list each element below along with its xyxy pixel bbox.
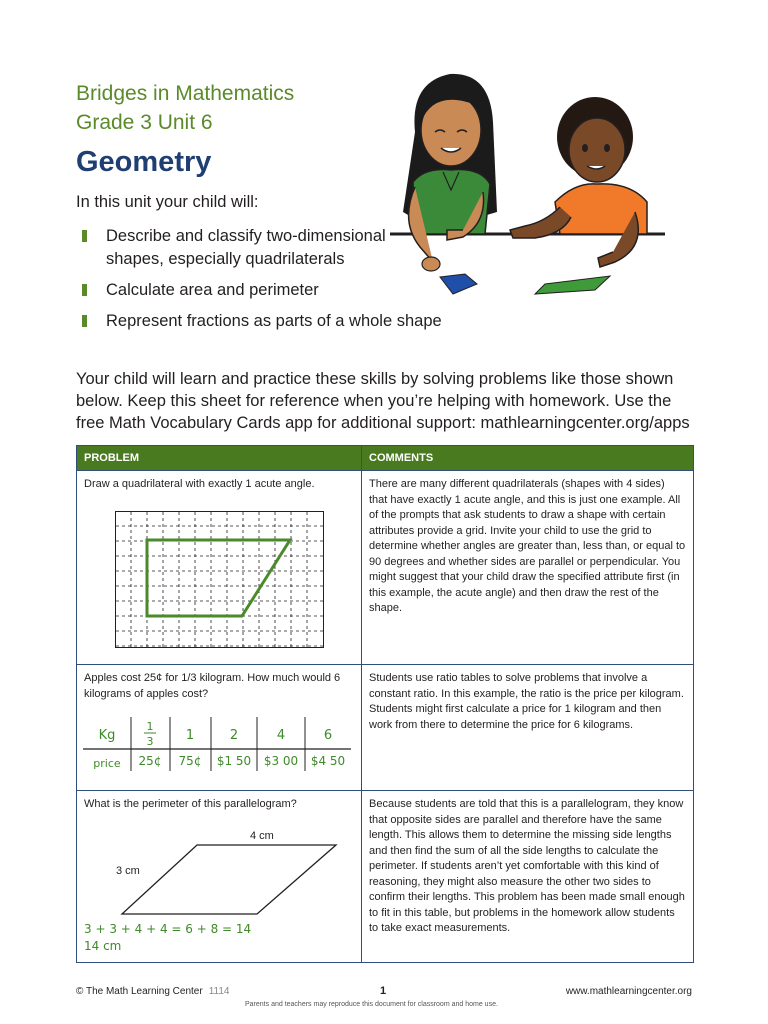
ratio-cell: Kg: [98, 728, 116, 743]
bullet-icon: [82, 315, 87, 327]
bullet-icon: [82, 230, 87, 242]
top-side-label: 4 cm: [250, 830, 274, 842]
comment-cell: Students use ratio tables to solve problems that involve a constant ratio. In this example, the ratio is the price per kilogram. Students might first calculate a price for 1 kilogram and then work from there to determine the price for 6 kilograms.: [362, 665, 694, 791]
quadrilateral-shape: [147, 540, 290, 616]
ratio-cell: 1: [185, 728, 195, 743]
doc-number: 1114: [208, 986, 230, 997]
comment-cell: There are many different quadrilaterals (shapes with 4 sides) that have exactly 1 acute angle, and this is just one example. All of the prompts that ask students to draw a shape with certain attributes provide a grid. Invite your child to use the grid to determine whether angles are greater than, less than, or equal to 90 degrees and whether sides are parallel or perpendicular. You might suggest that your child draw the specified attribute first (in this example, the acute angle) and then draw the rest of the shape.: [362, 471, 694, 665]
problem-text: Apples cost 25¢ for 1/3 kilogram. How much would 6 kilograms of apples cost?: [84, 672, 341, 700]
problem-cell: [77, 791, 362, 963]
ratio-cell: 2: [229, 728, 239, 743]
copyright-text: © The Math Learning Center: [76, 986, 203, 997]
table-row: [77, 665, 694, 791]
quadrilateral-grid: [115, 511, 325, 649]
fraction-denominator: 3: [146, 735, 154, 748]
footer-copyright: [76, 986, 229, 997]
perimeter-answer: 14 cm: [84, 939, 122, 951]
ratio-cell: 75¢: [178, 754, 202, 768]
table-row: [77, 471, 694, 665]
ratio-cell: 25¢: [138, 754, 162, 768]
grade-unit: Grade 3 Unit 6: [76, 111, 213, 134]
parallelogram-figure: [82, 821, 357, 951]
reproduction-note: Parents and teachers may reproduce this document for classroom and home use.: [245, 1001, 498, 1008]
left-side-label: 3 cm: [116, 865, 140, 877]
intro-paragraph: Your child will learn and practice these skills by solving problems like those shown below. Keep this sheet for reference when you’re helping with homework. Use the free Math Vocabulary Cards app for additional support: mathlearningcenter.org/apps: [76, 370, 690, 432]
parallelogram-shape: [122, 845, 336, 914]
ratio-table: [83, 717, 353, 777]
comments-header: COMMENTS: [362, 446, 694, 471]
skill-item: Describe and classify two-dimensional shapes, especially quadrilaterals: [76, 225, 396, 271]
ratio-cell: 4: [276, 728, 286, 743]
page-number: 1: [380, 985, 387, 997]
bullet-icon: [82, 284, 87, 296]
ratio-cell: 6: [323, 728, 333, 743]
children-illustration: [385, 62, 675, 302]
ratio-cell: $1 50: [216, 754, 252, 768]
perimeter-work: 3 + 3 + 4 + 4 = 6 + 8 = 14: [84, 922, 252, 936]
skill-list: [76, 225, 442, 341]
ratio-cell: $3 00: [263, 754, 299, 768]
problem-text: Draw a quadrilateral with exactly 1 acute angle.: [84, 478, 315, 490]
skill-item: Represent fractions as parts of a whole shape: [76, 310, 506, 333]
ratio-cell: $4 50: [310, 754, 346, 768]
footer-website[interactable]: www.mathlearningcenter.org: [565, 986, 692, 997]
intro-text: In this unit your child will:: [76, 193, 259, 211]
page-title: Geometry: [76, 146, 212, 178]
problem-text: What is the perimeter of this parallelogram?: [84, 798, 297, 810]
problem-cell: [77, 471, 362, 665]
ratio-cell: price: [93, 757, 121, 770]
problem-header: PROBLEM: [77, 446, 362, 471]
problem-cell: [77, 665, 362, 791]
fraction-numerator: 1: [146, 720, 154, 733]
table-row: [77, 791, 694, 963]
problems-table: [76, 445, 694, 963]
comment-cell: Because students are told that this is a parallelogram, they know that opposite sides are parallel and therefore have the same length. This allows them to determine the missing side lengths and then find the sum of all the side lengths to calculate the perimeter. If students aren’t yet comfortable with this kind of reasoning, they might also measure the other two sides to confirm their lengths. This problem has been made small enough to fit in this table, but problems in the homework allow students to take exact measurements.: [362, 791, 694, 963]
skill-item: Calculate area and perimeter: [76, 279, 506, 302]
program-name: Bridges in Mathematics: [76, 82, 295, 105]
